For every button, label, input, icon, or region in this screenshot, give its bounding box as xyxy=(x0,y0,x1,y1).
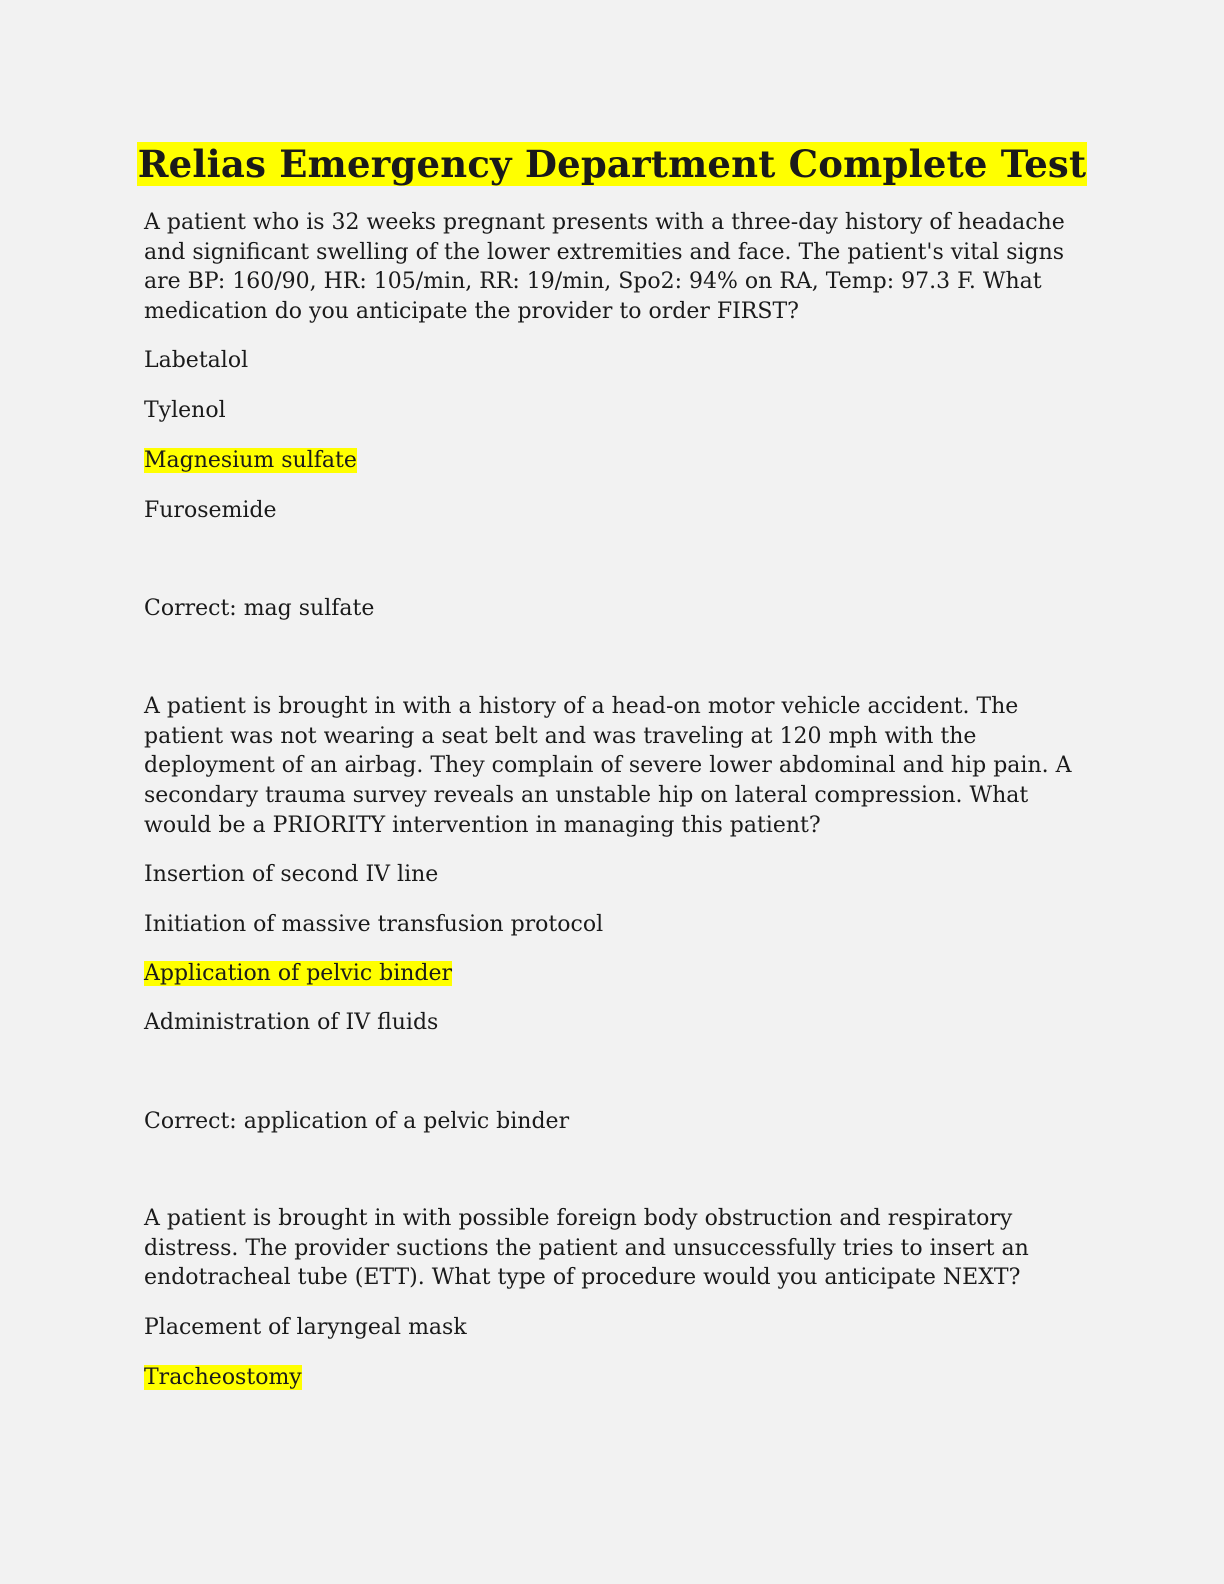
question-1-option-2: Tylenol xyxy=(144,398,226,423)
question-2-prompt: A patient is brought in with a history of a head-on motor vehicle accident. The patient was not wearing a seat belt and was traveling at 120 mph with the deployment of an airbag. They complain of severe lower abdominal and hip pain. A secondary trauma survey reveals an unstable hip on lateral compression. What would be a PRIORITY intervention in managing this patient? xyxy=(144,694,1072,838)
question-2-correct-answer: Correct: application of a pelvic binder xyxy=(144,1109,570,1134)
question-1-correct-answer: Correct: mag sulfate xyxy=(144,596,375,621)
question-1-option-4: Furosemide xyxy=(144,498,277,523)
question-2-option-4: Administration of IV fluids xyxy=(144,1010,439,1035)
question-2-highlighted-answer: Application of pelvic binder xyxy=(144,961,453,986)
question-1-prompt: A patient who is 32 weeks pregnant presents with a three-day history of headache and significant swelling of the lower extremities and face. The patient's vital signs are BP: 160/90, HR: 105/min, RR: 19/min, Spo2: 94% on RA, Temp: 97.3 F. What medication do you anticipate the provider to order FIRST? xyxy=(144,210,1065,325)
question-3-prompt: A patient is brought in with possible foreign body obstruction and respiratory distress. The provider suctions the patient and unsuccessfully tries to insert an endotracheal tube (ETT). What type of procedure would you anticipate NEXT? xyxy=(144,1206,1029,1291)
question-3-option-2 xyxy=(144,1363,302,1392)
document-title: Relias Emergency Department Complete Test xyxy=(137,142,1087,186)
question-1-option-3 xyxy=(144,446,357,475)
question-3-option-1: Placement of laryngeal mask xyxy=(144,1315,467,1340)
question-1-option-1: Labetalol xyxy=(144,348,249,373)
question-1-highlighted-answer: Magnesium sulfate xyxy=(144,448,357,473)
question-2-option-1: Insertion of second IV line xyxy=(144,862,439,887)
question-3-highlighted-answer: Tracheostomy xyxy=(144,1365,302,1390)
question-2-option-3 xyxy=(144,959,452,988)
question-2-option-2: Initiation of massive transfusion protocol xyxy=(144,912,604,937)
